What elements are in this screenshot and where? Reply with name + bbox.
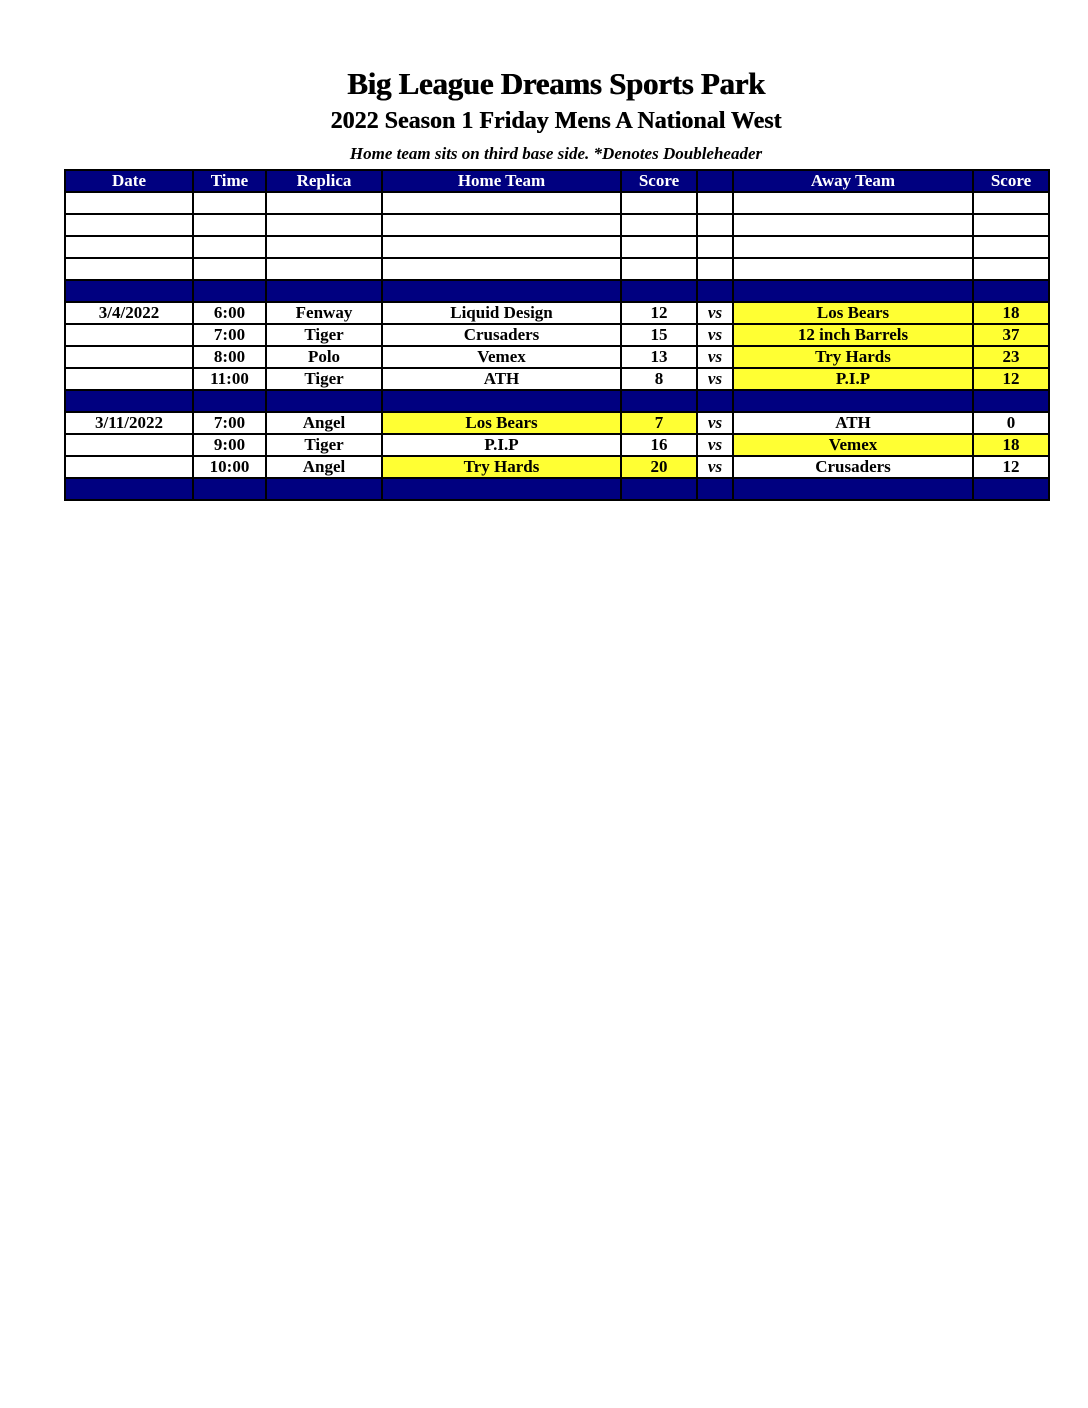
empty-cell bbox=[266, 192, 382, 214]
schedule-table bbox=[64, 169, 1050, 501]
empty-cell bbox=[697, 214, 733, 236]
game-time: 6:00 bbox=[193, 302, 266, 324]
empty-cell bbox=[621, 258, 697, 280]
empty-cell bbox=[621, 214, 697, 236]
away-score: 0 bbox=[973, 412, 1049, 434]
empty-cell bbox=[65, 236, 193, 258]
empty-cell bbox=[193, 214, 266, 236]
away-score: 18 bbox=[973, 434, 1049, 456]
game-date bbox=[65, 368, 193, 390]
empty-cell bbox=[973, 280, 1049, 302]
empty-cell bbox=[65, 390, 193, 412]
empty-cell bbox=[621, 236, 697, 258]
game-time: 10:00 bbox=[193, 456, 266, 478]
home-team: Liquid Design bbox=[382, 302, 621, 324]
empty-cell bbox=[973, 236, 1049, 258]
game-time: 9:00 bbox=[193, 434, 266, 456]
game-field: Fenway bbox=[266, 302, 382, 324]
away-score: 12 bbox=[973, 456, 1049, 478]
home-team: Vemex bbox=[382, 346, 621, 368]
separator-row bbox=[65, 390, 1049, 412]
empty-cell bbox=[973, 390, 1049, 412]
empty-cell bbox=[193, 258, 266, 280]
schedule-body bbox=[65, 192, 1049, 500]
empty-cell bbox=[697, 280, 733, 302]
home-team: Try Hards bbox=[382, 456, 621, 478]
empty-cell bbox=[621, 192, 697, 214]
away-score: 37 bbox=[973, 324, 1049, 346]
home-score: 13 bbox=[621, 346, 697, 368]
empty-cell bbox=[733, 236, 973, 258]
empty-cell bbox=[382, 192, 621, 214]
col-header-away-score: Score bbox=[973, 170, 1049, 192]
away-team: ATH bbox=[733, 412, 973, 434]
col-header-home-score: Score bbox=[621, 170, 697, 192]
blank-row bbox=[65, 258, 1049, 280]
col-header-away-team: Away Team bbox=[733, 170, 973, 192]
col-header-time: Time bbox=[193, 170, 266, 192]
empty-cell bbox=[697, 478, 733, 500]
blank-row bbox=[65, 192, 1049, 214]
vs-label: vs bbox=[697, 368, 733, 390]
empty-cell bbox=[973, 192, 1049, 214]
empty-cell bbox=[193, 236, 266, 258]
blank-row bbox=[65, 214, 1049, 236]
game-date bbox=[65, 456, 193, 478]
empty-cell bbox=[733, 214, 973, 236]
game-time: 8:00 bbox=[193, 346, 266, 368]
vs-label: vs bbox=[697, 456, 733, 478]
game-date bbox=[65, 346, 193, 368]
game-date: 3/4/2022 bbox=[65, 302, 193, 324]
empty-cell bbox=[266, 280, 382, 302]
empty-cell bbox=[65, 214, 193, 236]
empty-cell bbox=[733, 478, 973, 500]
empty-cell bbox=[193, 280, 266, 302]
game-field: Tiger bbox=[266, 434, 382, 456]
table-row bbox=[65, 346, 1049, 368]
away-team: Vemex bbox=[733, 434, 973, 456]
vs-label: vs bbox=[697, 434, 733, 456]
table-row bbox=[65, 324, 1049, 346]
game-time: 7:00 bbox=[193, 412, 266, 434]
vs-label: vs bbox=[697, 302, 733, 324]
away-score: 12 bbox=[973, 368, 1049, 390]
empty-cell bbox=[266, 478, 382, 500]
game-time: 11:00 bbox=[193, 368, 266, 390]
vs-label: vs bbox=[697, 412, 733, 434]
col-header-date: Date bbox=[65, 170, 193, 192]
empty-cell bbox=[621, 280, 697, 302]
table-row bbox=[65, 456, 1049, 478]
page-title: Big League Dreams Sports Park bbox=[347, 66, 765, 101]
empty-cell bbox=[697, 192, 733, 214]
game-time: 7:00 bbox=[193, 324, 266, 346]
empty-cell bbox=[733, 192, 973, 214]
empty-cell bbox=[382, 258, 621, 280]
empty-cell bbox=[621, 390, 697, 412]
empty-cell bbox=[733, 258, 973, 280]
empty-cell bbox=[65, 280, 193, 302]
game-field: Tiger bbox=[266, 368, 382, 390]
empty-cell bbox=[973, 214, 1049, 236]
home-team: Crusaders bbox=[382, 324, 621, 346]
blank-row bbox=[65, 236, 1049, 258]
table-row bbox=[65, 412, 1049, 434]
game-date bbox=[65, 324, 193, 346]
empty-cell bbox=[193, 478, 266, 500]
empty-cell bbox=[733, 390, 973, 412]
empty-cell bbox=[266, 258, 382, 280]
empty-cell bbox=[697, 390, 733, 412]
away-score: 18 bbox=[973, 302, 1049, 324]
col-header-vs bbox=[697, 170, 733, 192]
home-score: 7 bbox=[621, 412, 697, 434]
game-field: Angel bbox=[266, 412, 382, 434]
away-team: Los Bears bbox=[733, 302, 973, 324]
empty-cell bbox=[65, 478, 193, 500]
home-score: 8 bbox=[621, 368, 697, 390]
col-header-replica: Replica bbox=[266, 170, 382, 192]
game-date bbox=[65, 434, 193, 456]
schedule-subtitle: 2022 Season 1 Friday Mens A National West bbox=[330, 108, 782, 134]
home-team: P.I.P bbox=[382, 434, 621, 456]
empty-cell bbox=[65, 192, 193, 214]
empty-cell bbox=[973, 258, 1049, 280]
game-date: 3/11/2022 bbox=[65, 412, 193, 434]
home-score: 20 bbox=[621, 456, 697, 478]
empty-cell bbox=[382, 390, 621, 412]
table-row bbox=[65, 434, 1049, 456]
home-team: ATH bbox=[382, 368, 621, 390]
empty-cell bbox=[65, 258, 193, 280]
vs-label: vs bbox=[697, 324, 733, 346]
empty-cell bbox=[382, 214, 621, 236]
away-score: 23 bbox=[973, 346, 1049, 368]
empty-cell bbox=[382, 280, 621, 302]
empty-cell bbox=[382, 478, 621, 500]
away-team: Try Hards bbox=[733, 346, 973, 368]
empty-cell bbox=[621, 478, 697, 500]
empty-cell bbox=[193, 390, 266, 412]
away-team: Crusaders bbox=[733, 456, 973, 478]
empty-cell bbox=[973, 478, 1049, 500]
empty-cell bbox=[266, 236, 382, 258]
away-team: P.I.P bbox=[733, 368, 973, 390]
away-team: 12 inch Barrels bbox=[733, 324, 973, 346]
empty-cell bbox=[266, 390, 382, 412]
empty-cell bbox=[193, 192, 266, 214]
table-row bbox=[65, 368, 1049, 390]
table-row bbox=[65, 302, 1049, 324]
empty-cell bbox=[697, 236, 733, 258]
vs-label: vs bbox=[697, 346, 733, 368]
col-header-home-team: Home Team bbox=[382, 170, 621, 192]
game-field: Tiger bbox=[266, 324, 382, 346]
separator-row bbox=[65, 478, 1049, 500]
empty-cell bbox=[733, 280, 973, 302]
empty-cell bbox=[382, 236, 621, 258]
home-team: Los Bears bbox=[382, 412, 621, 434]
schedule-note: Home team sits on third base side. *Denotes Doubleheader bbox=[349, 144, 763, 163]
empty-cell bbox=[697, 258, 733, 280]
empty-cell bbox=[266, 214, 382, 236]
separator-row bbox=[65, 280, 1049, 302]
home-score: 15 bbox=[621, 324, 697, 346]
home-score: 16 bbox=[621, 434, 697, 456]
table-header-row bbox=[65, 170, 1049, 192]
home-score: 12 bbox=[621, 302, 697, 324]
game-field: Angel bbox=[266, 456, 382, 478]
game-field: Polo bbox=[266, 346, 382, 368]
